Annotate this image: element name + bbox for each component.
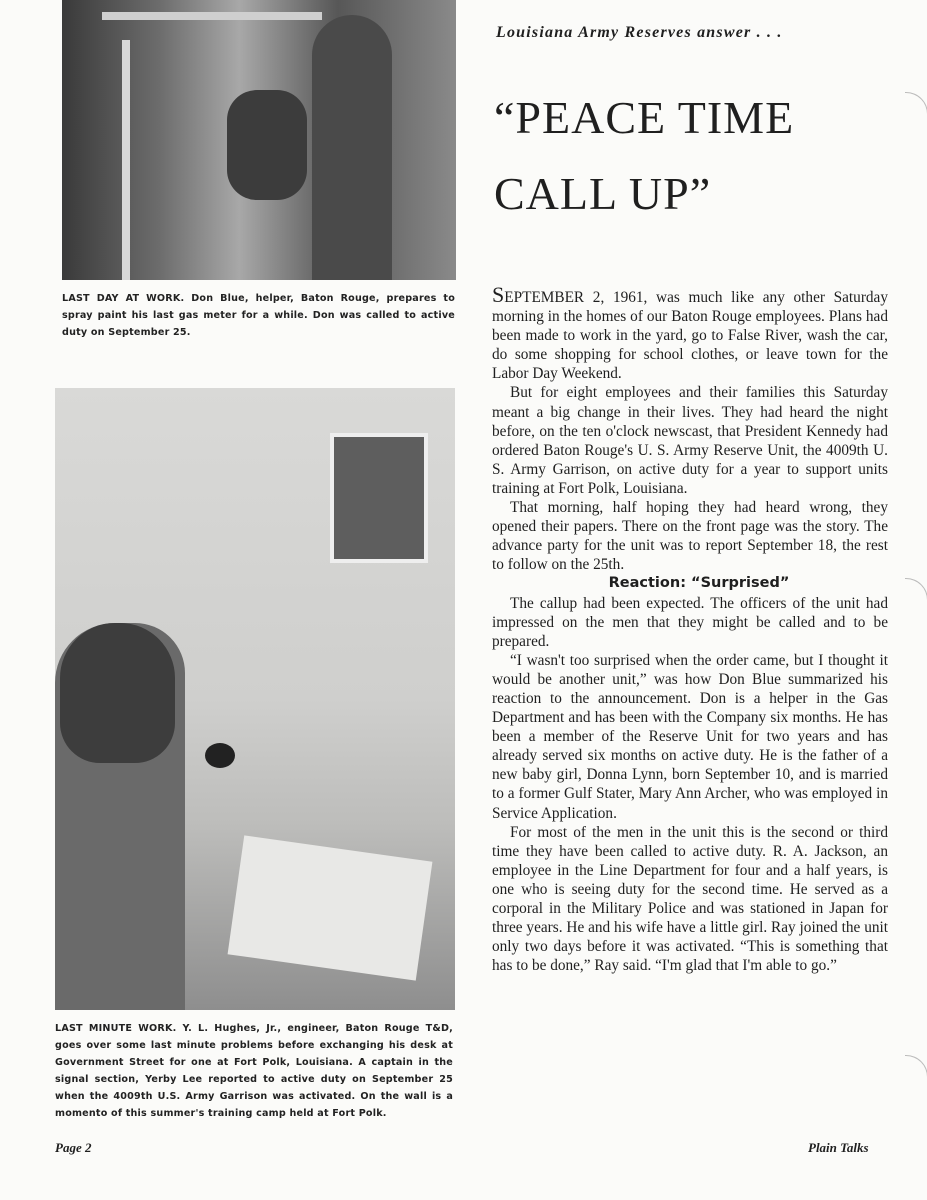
photo-caption-last-minute-work bbox=[55, 1020, 453, 1122]
title-line-2: CALL UP” bbox=[494, 168, 712, 219]
caption-lead: LAST MINUTE WORK. bbox=[55, 1023, 177, 1034]
title-line-1: “PEACE TIME bbox=[494, 92, 795, 143]
article-title bbox=[494, 80, 794, 232]
paragraph: The callup had been expected. The officers of the unit had impressed on the men that they might be called and to be prepared. bbox=[492, 594, 888, 650]
paragraph bbox=[492, 282, 888, 383]
caption-lead: LAST DAY AT WORK. bbox=[62, 293, 185, 304]
photo-don-blue-gas-meter bbox=[62, 0, 456, 280]
paragraph: That morning, half hoping they had heard wrong, they opened their papers. There on the front page was the story. The advance party for the unit was to report September 18, the rest to follow on the 25th. bbox=[492, 499, 888, 574]
photo-yl-hughes-at-desk bbox=[55, 388, 455, 1010]
publication-name: Plain Talks bbox=[808, 1140, 869, 1155]
article-kicker: Louisiana Army Reserves answer . . . bbox=[496, 24, 783, 41]
paragraph: “I wasn't too surprised when the order came, but I thought it would be another unit,” was how Don Blue summarized his reaction to the announcement. Don is a helper in the Gas Department and has been with the Company six months. He has been a member of the Reserve Unit for two years and has already served six months on active duty. He is the father of a new baby girl, Donna Lynn, born September 10, and is married to a former Gulf Stater, Mary Ann Archer, who was employed in Service Application. bbox=[492, 651, 888, 822]
punch-hole-mark bbox=[905, 1055, 927, 1078]
paragraph: But for eight employees and their families this Saturday meant a big change in their lives. They had heard the night before, on the ten o'clock newscast, that President Kennedy had ordered Baton Rouge's U. S. Army Reserve Unit, the 4009th U. S. Army Garrison, on active duty for a year to support units training at Fort Polk, Louisiana. bbox=[492, 384, 888, 497]
article-body bbox=[492, 282, 888, 975]
photo-caption-last-day-at-work bbox=[62, 290, 455, 341]
punch-hole-mark bbox=[905, 92, 927, 115]
paragraph-text: EPTEMBER 2, 1961, was much like any other Saturday morning in the homes of our Baton Rouge employees. Plans had been made to work in the yard, go to False River, wash the car, do some shopping for school clothes, or leave town for the Labor Day Weekend. bbox=[492, 289, 888, 383]
section-subhead: Reaction: “Surprised” bbox=[608, 575, 790, 592]
page-number: Page 2 bbox=[55, 1140, 92, 1155]
caption-text: Y. L. Hughes, Jr., engineer, Baton Rouge T&D, goes over some last minute problems before exchanging his desk at Government Street for one at Fort Polk, Louisiana. A captain in the signal section, Yerby Lee reported to active duty on September 25 when the 4009th U.S. Army Garrison was activated. On the wall is a momento of this summer's training camp held at Fort Polk. bbox=[55, 1023, 453, 1119]
punch-hole-mark bbox=[905, 578, 927, 601]
paragraph: For most of the men in the unit this is the second or third time they have been called to active duty. R. A. Jackson, an employee in the Line Department for four and a half years, is one who is seeing duty for the second time. He served as a corporal in the Military Police and was stationed in Japan for three years. He and his wife have a little girl. Ray joined the unit only two days before it was activated. “This is something that has to be done,” Ray said. “I'm glad that I'm able to go.” bbox=[492, 823, 888, 975]
drop-cap: S bbox=[492, 282, 505, 307]
caption-text: Don Blue, helper, Baton Rouge, prepares to spray paint his last gas meter for a while. Don was called to active duty on September 25. bbox=[62, 293, 455, 338]
